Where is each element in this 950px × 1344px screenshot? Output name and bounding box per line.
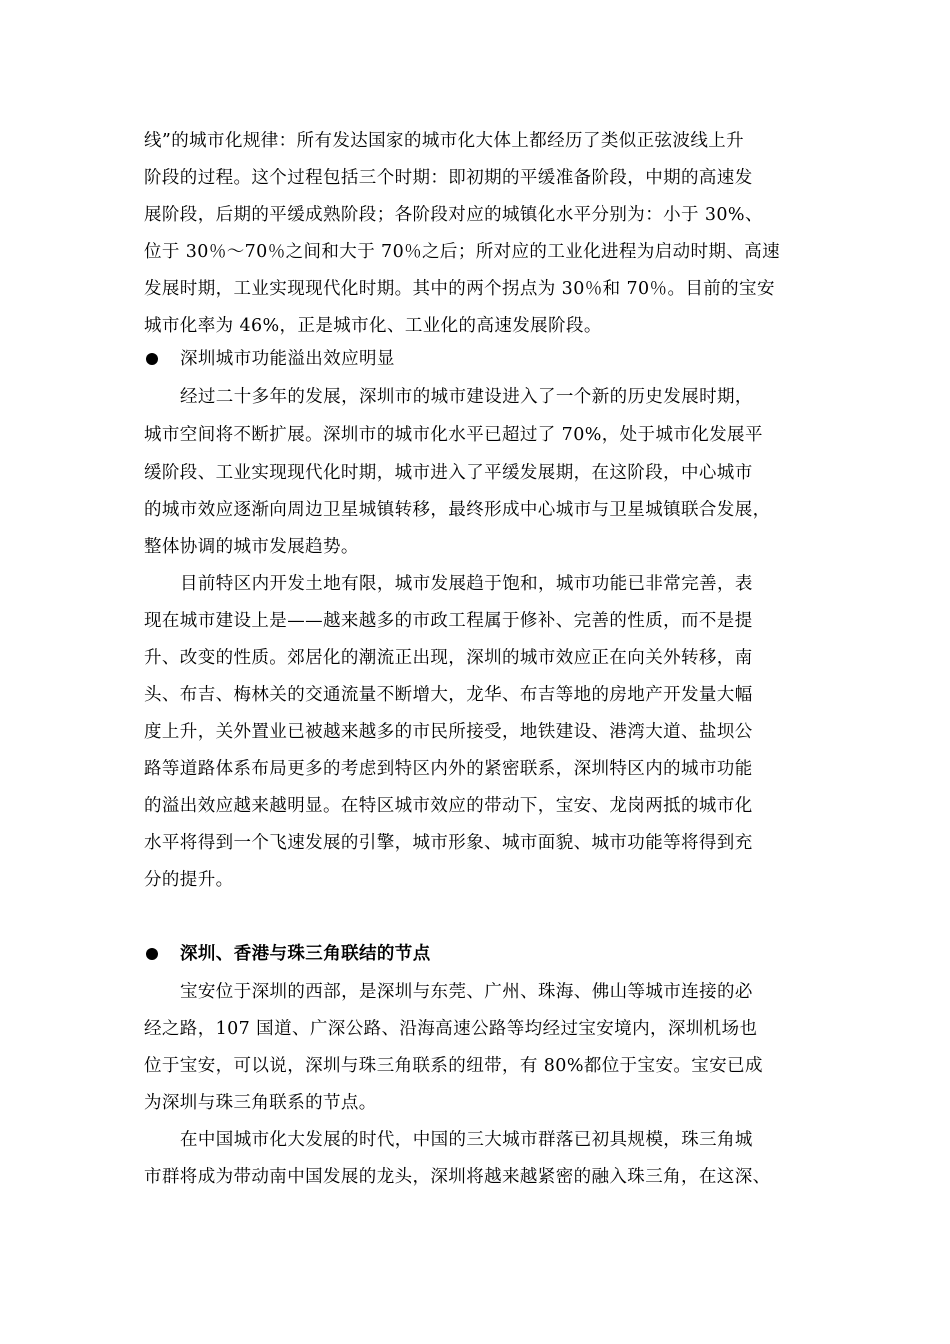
body-text-line: 整体协调的城市发展趋势。 [144,537,359,557]
body-text-line: 分的提升。 [144,870,234,890]
body-text-line: 阶段的过程。这个过程包括三个时期：即初期的平缓准备阶段，中期的高速发 [144,168,753,188]
body-text-line: 头、布吉、梅林关的交通流量不断增大，龙华、布吉等地的房地产开发量大幅 [144,685,753,705]
body-text-line: 现在城市建设上是——越来越多的市政工程属于修补、完善的性质，而不是提 [144,611,753,631]
bullet-icon [146,948,158,960]
body-text-line: 展阶段，后期的平缓成熟阶段；各阶段对应的城镇化水平分别为：小于 30%、 [144,205,763,225]
body-text-line: 城市化率为 46%，正是城市化、工业化的高速发展阶段。 [144,316,602,336]
body-text-line: 发展时期，工业实现现代化时期。其中的两个拐点为 30％和 70％。目前的宝安 [144,279,775,299]
section-heading: 深圳、香港与珠三角联结的节点 [180,944,431,964]
body-text-line: 宝安位于深圳的西部，是深圳与东莞、广州、珠海、佛山等城市连接的必 [180,982,753,1002]
body-text-line: 目前特区内开发土地有限，城市发展趋于饱和，城市功能已非常完善，表 [180,574,753,594]
body-text-line: 城市空间将不断扩展。深圳市的城市化水平已超过了 70%，处于城市化发展平 [144,425,763,445]
body-text-line: 位于 30％～70％之间和大于 70％之后；所对应的工业化进程为启动时期、高速 [144,242,781,262]
body-text-line: 经之路，107 国道、广深公路、沿海高速公路等均经过宝安境内，深圳机场也 [144,1019,758,1039]
body-text-line: 的城市效应逐渐向周边卫星城镇转移，最终形成中心城市与卫星城镇联合发展， [144,500,771,520]
body-text-line: 在中国城市化大发展的时代，中国的三大城市群落已初具规模，珠三角城 [180,1130,753,1150]
body-text-line: 线”的城市化规律：所有发达国家的城市化大体上都经历了类似正弦波线上升 [144,131,745,151]
body-text-line: 经过二十多年的发展，深圳市的城市建设进入了一个新的历史发展时期， [180,387,753,407]
body-text-line: 水平将得到一个飞速发展的引擎，城市形象、城市面貌、城市功能等将得到充 [144,833,753,853]
body-text-line: 路等道路体系布局更多的考虑到特区内外的紧密联系，深圳特区内的城市功能 [144,759,753,779]
body-text-line: 的溢出效应越来越明显。在特区城市效应的带动下，宝安、龙岗两抵的城市化 [144,796,753,816]
body-text-line: 升、改变的性质。郊居化的潮流正出现，深圳的城市效应正在向关外转移，南 [144,648,753,668]
body-text-line: 为深圳与珠三角联系的节点。 [144,1093,377,1113]
body-text-line: 位于宝安，可以说，深圳与珠三角联系的纽带，有 80%都位于宝安。宝安已成 [144,1056,763,1076]
body-text-line: 度上升，关外置业已被越来越多的市民所接受，地铁建设、港湾大道、盐坝公 [144,722,753,742]
body-text-line: 缓阶段、工业实现现代化时期，城市进入了平缓发展期，在这阶段，中心城市 [144,463,753,483]
section-heading: 深圳城市功能溢出效应明显 [180,349,395,369]
bullet-icon [146,353,158,365]
body-text-line: 市群将成为带动南中国发展的龙头，深圳将越来越紧密的融入珠三角，在这深、 [144,1167,771,1187]
